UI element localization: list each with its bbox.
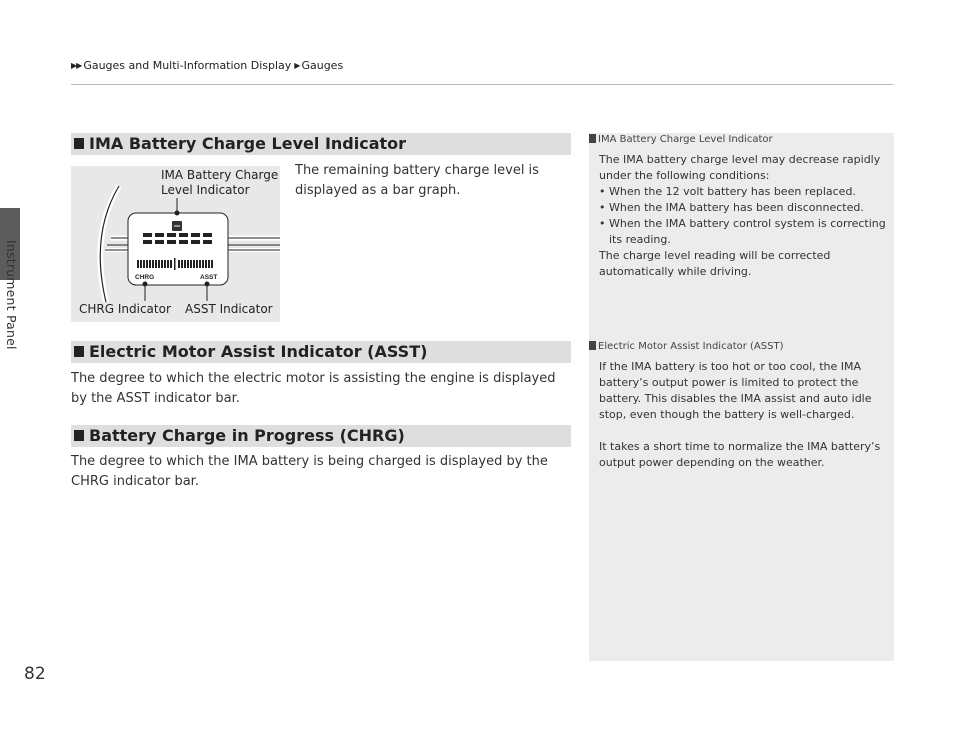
breadcrumb-arrow-icon: ▶ — [294, 61, 300, 70]
display-chrg-text: CHRG — [135, 274, 155, 281]
note-title-asst: Electric Motor Assist Indicator (ASST) — [589, 340, 783, 352]
note-title-charge-level: IMA Battery Charge Level Indicator — [589, 133, 773, 145]
page-number: 82 — [24, 664, 46, 684]
square-bullet-icon — [74, 346, 84, 357]
section-body-asst: The degree to which the electric motor is assisting the engine is displayed by the ASST indicator bar. — [71, 371, 556, 406]
list-item: • When the IMA battery has been disconnected. — [599, 200, 889, 216]
note-bullet-list — [599, 184, 889, 248]
note-body-asst — [599, 359, 889, 471]
section-title: IMA Battery Charge Level Indicator — [89, 134, 407, 153]
section-heading-charge-level — [71, 133, 571, 155]
square-bullet-icon — [74, 430, 84, 441]
note-body-charge-level — [599, 152, 889, 280]
header-rule — [71, 84, 893, 85]
display-asst-text: ASST — [200, 274, 218, 281]
gauge-figure — [71, 166, 280, 322]
list-item: • When the IMA battery control system is correcting its reading. — [599, 216, 889, 248]
section-heading-asst — [71, 341, 571, 363]
breadcrumb-current[interactable]: Gauges — [301, 59, 344, 72]
note-marker-icon — [589, 341, 596, 350]
note-paragraph: It takes a short time to normalize the IMA battery’s output power depending on the weather. — [599, 440, 881, 469]
figure-label-chrg: CHRG Indicator — [79, 302, 171, 316]
chapter-label: Instrument Panel — [4, 240, 19, 350]
breadcrumb-parent[interactable]: Gauges and Multi-Information Display — [83, 59, 292, 72]
notes-sidebar — [589, 133, 894, 661]
note-marker-icon — [589, 134, 596, 143]
section-heading-chrg — [71, 425, 571, 447]
breadcrumb — [71, 59, 343, 72]
section-body-charge-level: The remaining battery charge level is displayed as a bar graph. — [295, 163, 539, 198]
figure-label-asst: ASST Indicator — [185, 302, 273, 316]
figure-label-charge-level: IMA Battery Charge Level Indicator — [161, 168, 279, 197]
section-title: Electric Motor Assist Indicator (ASST) — [89, 342, 428, 361]
note-intro: The IMA battery charge level may decrease rapidly under the following conditions: — [599, 153, 881, 182]
note-outro: The charge level reading will be corrected automatically while driving. — [599, 249, 831, 278]
list-item: • When the 12 volt battery has been replaced. — [599, 184, 889, 200]
section-body-chrg: The degree to which the IMA battery is being charged is displayed by the CHRG indicator bar. — [71, 454, 548, 489]
note-paragraph: If the IMA battery is too hot or too cool, the IMA battery’s output power is limited to protect the battery. This disables the IMA assist and auto idle stop, even though the battery is well-charged. — [599, 360, 872, 421]
square-bullet-icon — [74, 138, 84, 149]
breadcrumb-arrow-icon: ▶▶ — [71, 61, 82, 70]
section-title: Battery Charge in Progress (CHRG) — [89, 426, 405, 445]
